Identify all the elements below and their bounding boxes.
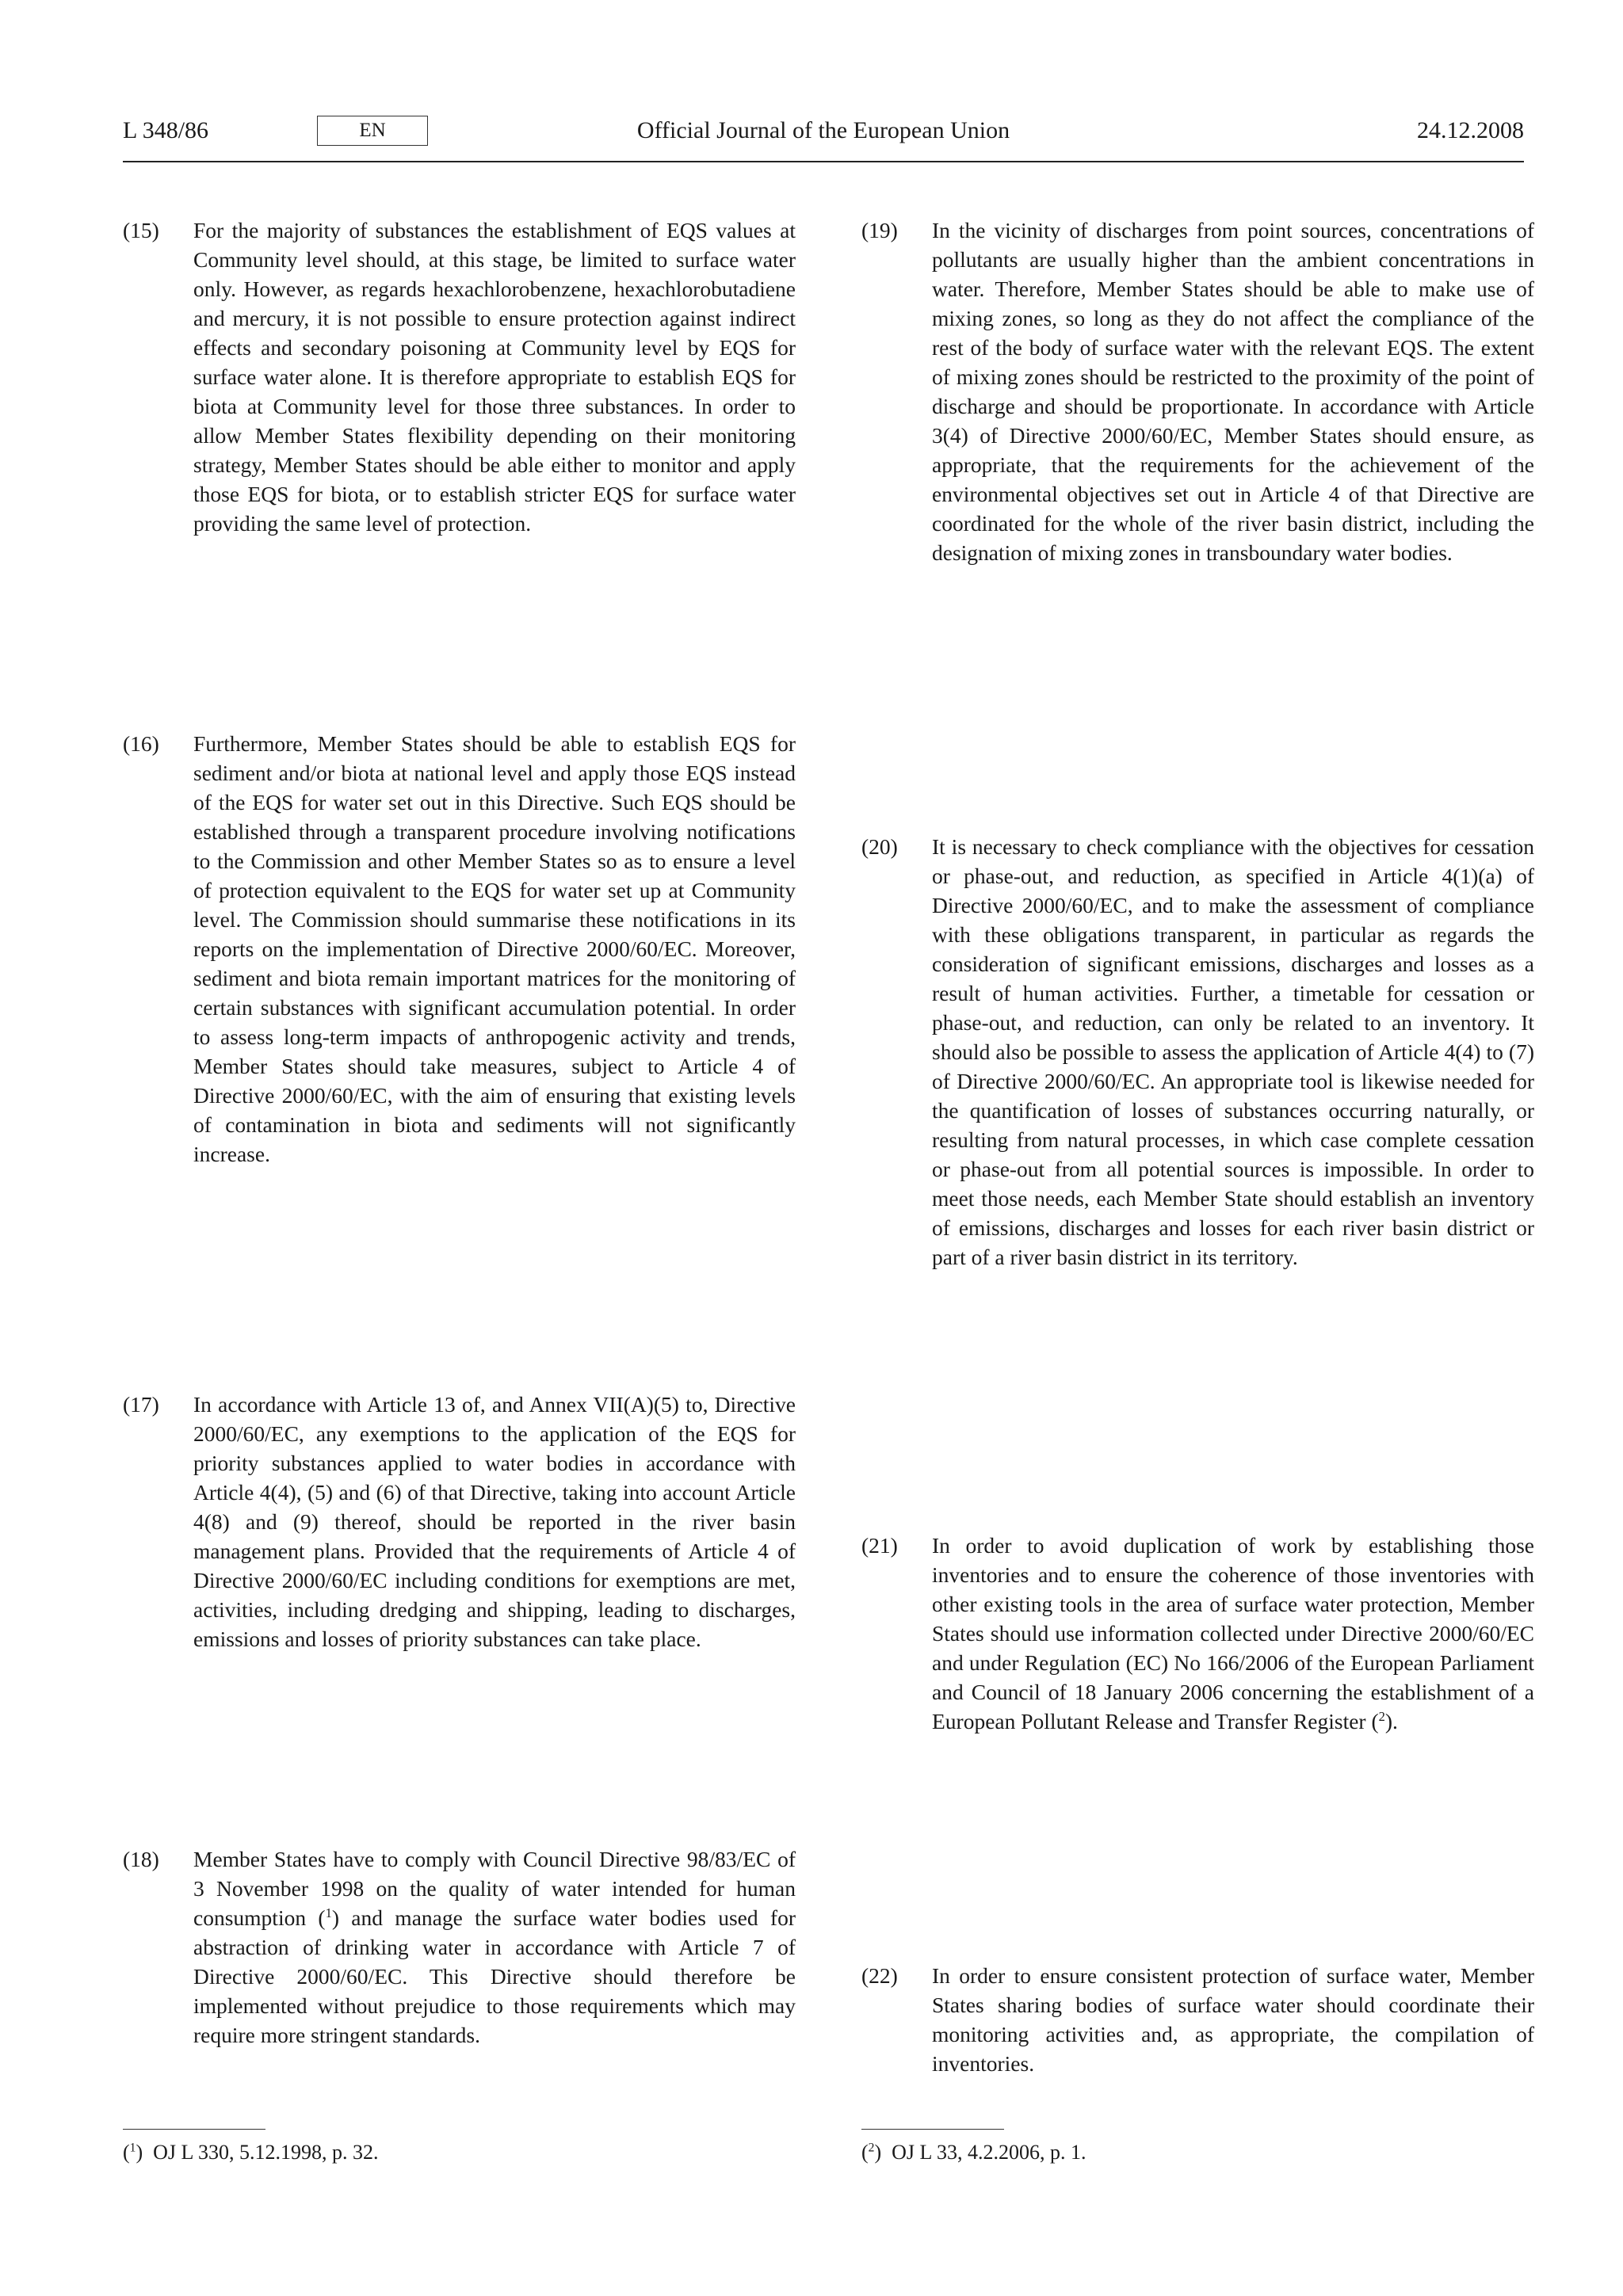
recital-number: (16) [123,731,159,756]
publication-date: 24.12.2008 [1417,117,1524,143]
footnote-2: ($^2$) OJ L 33, 4.2.2006, p. 1. [861,2141,1086,2164]
footnote-ref-1[interactable]: 1 [325,1905,332,1920]
recital-text: For the majority of substances the establishment of EQS values at Community level should, at this stage, be limited to surface water only. However, as regards hexachlorobenzene, hexachlorobutadiene and mercury, it is not possible to ensure protection against indirect effects and secondary poisoning at Community level by EQS for surface water alone. It is therefore appropriate to establish EQS for biota at Community level for those three substances. In order to allow Member States flexibility depending on their monitoring strategy, Member States should be able either to monitor and apply those EQS for biota, or to establish stricter EQS for surface water providing the same level of protection. [193,218,796,536]
recital-number: (19) [861,218,898,242]
footnote-marker: 2 [868,2141,875,2155]
recital-text: In order to ensure consistent protection of surface water, Member States sharing bodies of surface water should coordinate their monitoring activities and, as appropriate, the compilation of inventories. [932,1963,1534,2076]
footnote-rule-right [861,2129,1004,2130]
recital-text-part: ) and manage the surface water bodies used for abstraction of drinking water in accordance with Article 7 of Directive 2000/60/EC. This Directive should therefore be implemented without prejudice to those requirements which may require more stringent standards. [193,1905,796,2047]
recital-text [932,1531,1534,1736]
recital-text: In accordance with Article 13 of, and Annex VII(A)(5) to, Directive 2000/60/EC, any exemptions to the application of the EQS for priority substances applied to water bodies in accordance with Article 4(4), (5) and (6) of that Directive, taking into account Article 4(8) and (9) thereof, should be reported in the river basin management plans. Provided that the requirements of Article 4 of Directive 2000/60/EC including conditions for exemptions are met, activities, including dredging and shipping, leading to discharges, emissions and losses of priority substances can take place. [193,1392,796,1651]
recital-text-part: Member States have to comply with Council Directive 98/83/EC of 3 November 1998 on the quality of water intended for human consumption ( [193,1847,796,1930]
recital-text: In the vicinity of discharges from point sources, concentrations of pollutants are usually higher than the ambient concentrations in water. Therefore, Member States should be able to make use of mixing zones, so long as they do not affect the compliance of the rest of the body of surface water with the relevant EQS. The extent of mixing zones should be restricted to the proximity of the point of discharge and should be proportionate. In accordance with Article 3(4) of Directive 2000/60/EC, Member States should ensure, as appropriate, that the requirements for the achievement of the environmental objectives set out in Article 4 of that Directive are coordinated for the whole of the river basin district, including the designation of mixing zones in transboundary water bodies. [932,218,1534,565]
recital-text: It is necessary to check compliance with the objectives for cessation or phase-out, and reduction, as specified in Article 4(1)(a) of Directive 2000/60/EC, and to make the assessment of compliance with these obligations transparent, in particular as regards the consideration of significant emissions, discharges and losses as a result of human activities. Further, a timetable for cessation or phase-out, and reduction, can only be related to an inventory. It should also be possible to assess the application of Article 4(4) to (7) of Directive 2000/60/EC. An appropriate tool is likewise needed for the quantification of losses of substances occurring naturally, or resulting from natural processes, in which case complete cessation or phase-out from all potential sources is impossible. In order to meet those needs, each Member State should establish an inventory of emissions, discharges and losses for each river basin district or part of a river basin district in its territory. [932,834,1534,1269]
header-rule [123,161,1524,162]
recital-number: (20) [861,834,898,859]
footnote-1: ($^1$) OJ L 330, 5.12.1998, p. 32. [123,2141,379,2164]
recital-number: (17) [123,1392,159,1417]
footnote-rule-left [123,2129,265,2130]
journal-title: Official Journal of the European Union [636,117,1010,143]
recital-number: (22) [861,1963,898,1988]
footnote-text: OJ L 330, 5.12.1998, p. 32. [153,2141,379,2164]
recital-text-part: ). [1384,1709,1398,1733]
recital-number: (18) [123,1847,159,1871]
recital-text: Furthermore, Member States should be able to establish EQS for sediment and/or biota at national level and apply those EQS instead of the EQS for water set out in this Directive. Such EQS should be established through a transparent procedure involving notifications to the Commission and other Member States so as to ensure a level of protection equivalent to the EQS for water set up at Community level. The Commission should summarise these notifications in its reports on the implementation of Directive 2000/60/EC. Moreover, sediment and biota remain important matrices for the monitoring of certain substances with significant accumulation potential. In order to assess long-term impacts of anthropogenic activity and trends, Member States should take measures, subject to Article 4 of Directive 2000/60/EC, with the aim of ensuring that existing levels of contamination in biota and sediments will not significantly increase. [193,731,796,1166]
recital-number: (21) [861,1533,898,1558]
recital-text-part: In order to avoid duplication of work by establishing those inventories and to ensure the coherence of those inventories with other existing tools in the area of surface water protection, Member States should use information collected under Directive 2000/60/EC and under Regulation (EC) No 166/2006 of the European Parliament and Council of 18 January 2006 concerning the establishment of a European Pollutant Release and Transfer Register ( [932,1533,1534,1733]
footnote-ref-2[interactable]: 2 [1378,1708,1385,1724]
page-header [123,117,1524,162]
page-reference: L 348/86 [123,117,209,143]
recital-number: (15) [123,218,159,242]
footnote-marker: 1 [129,2141,136,2155]
language-badge: EN [317,116,428,146]
recital-text [193,1844,796,2050]
footnote-text: OJ L 33, 4.2.2006, p. 1. [892,2141,1086,2164]
